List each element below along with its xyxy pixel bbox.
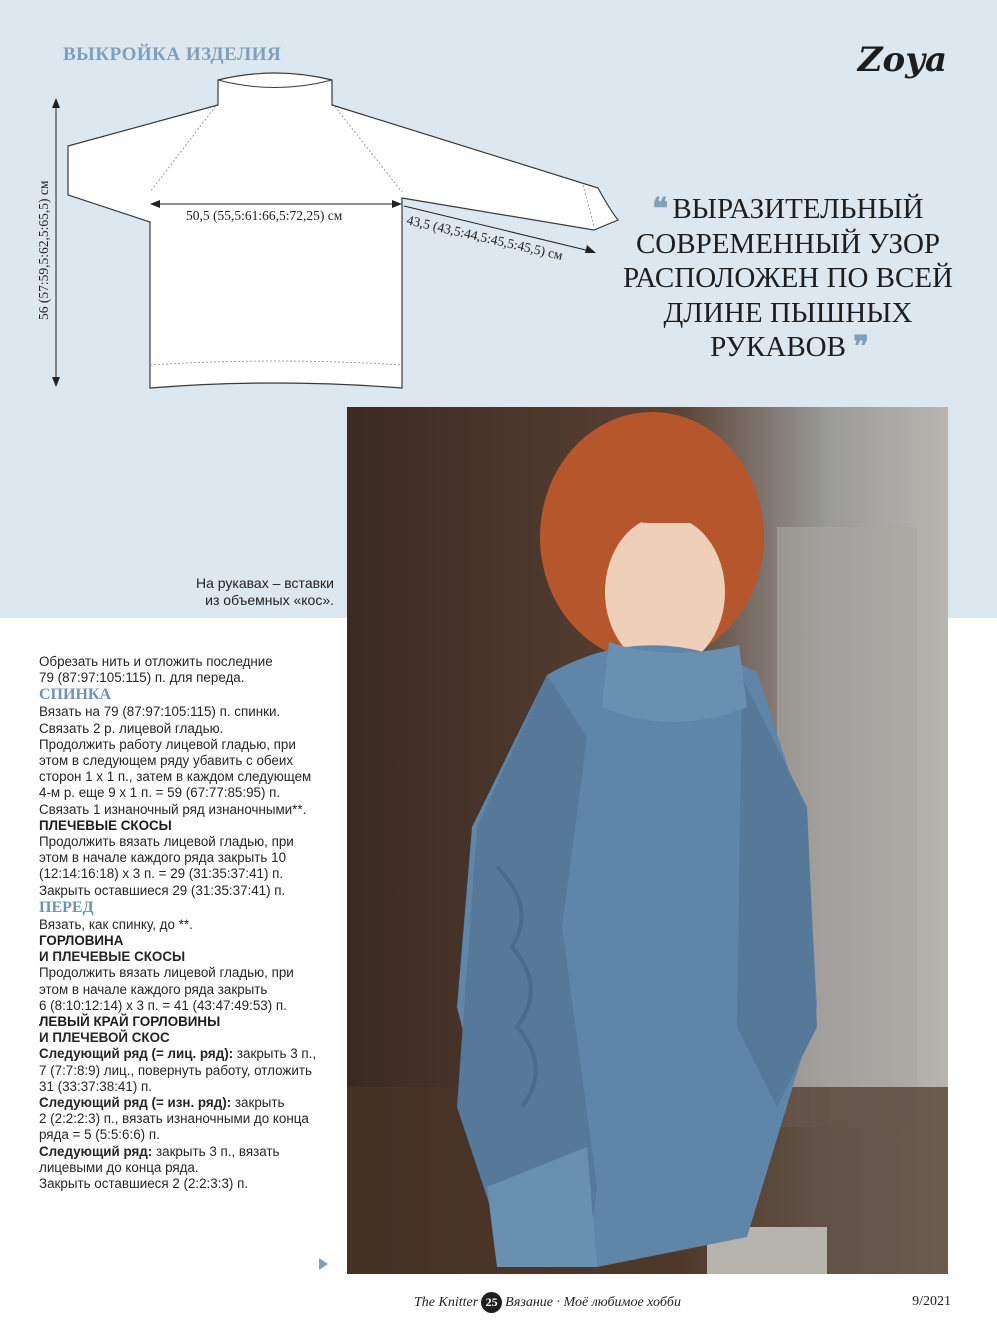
brand-logo: Zoya xyxy=(857,40,947,80)
text-line: Связать 2 р. лицевой гладью. xyxy=(39,720,224,736)
text-line: Связать 1 изнаночный ряд изнаночными**. xyxy=(39,801,307,817)
section-heading-left-edge: ЛЕВЫЙ КРАЙ ГОРЛОВИНЫ xyxy=(39,1014,221,1030)
section-heading-neck-2: И ПЛЕЧЕВЫЕ СКОСЫ xyxy=(39,949,186,965)
text-line xyxy=(39,1095,335,1111)
sweater-schematic xyxy=(0,0,640,400)
section-heading-left-edge-2: И ПЛЕЧЕВОЙ СКОС xyxy=(39,1030,170,1046)
row-text: закрыть xyxy=(231,1095,285,1111)
text-line: Продолжить вязать лицевой гладью, при xyxy=(39,965,294,981)
section-heading-shoulder: ПЛЕЧЕВЫЕ СКОСЫ xyxy=(39,817,172,833)
text-line xyxy=(39,1046,335,1062)
text-line: Продолжить вязать лицевой гладью, при xyxy=(39,834,294,850)
issue-number: 9/2021 xyxy=(912,1294,951,1309)
pull-quote xyxy=(618,192,958,365)
magazine-name: The Knitter xyxy=(414,1294,479,1310)
text-line: Вязать, как спинку, до **. xyxy=(39,916,193,932)
height-label: 56 (57:59,5:62,5:65,5) см xyxy=(36,180,51,320)
text-line: Вязать на 79 (87:97:105:115) п. спинки. xyxy=(39,704,281,720)
section-heading-neck: ГОРЛОВИНА xyxy=(39,933,124,949)
text-line: (12:14:16:18) х 3 п. = 29 (31:35:37:41) п. xyxy=(39,866,284,882)
schematic-title: ВЫКРОЙКА ИЗДЕЛИЯ xyxy=(63,44,282,65)
section-heading-back: СПИНКА xyxy=(39,686,112,704)
text-line: этом в начале каждого ряда закрыть xyxy=(39,981,268,997)
text-line: 79 (87:97:105:115) п. для переда. xyxy=(39,670,245,686)
width-label: 50,5 (55,5:61:66,5:72,25) см xyxy=(186,208,343,223)
photo-caption xyxy=(196,575,334,609)
caption-line: На рукавах – вставки xyxy=(196,575,334,591)
quote-open-mark: ❛❛ xyxy=(652,193,666,225)
row-label: Следующий ряд: xyxy=(39,1143,153,1159)
row-label: Следующий ряд (= изн. ряд): xyxy=(39,1095,232,1111)
text-line: сторон 1 х 1 п., затем в каждом следующем xyxy=(39,769,312,785)
magazine-subtitle: Вязание · Моё любимое хобби xyxy=(505,1294,681,1310)
section-heading-front: ПЕРЕД xyxy=(39,898,94,916)
text-line: Продолжить работу лицевой гладью, при xyxy=(39,736,296,752)
text-line: Обрезать нить и отложить последние xyxy=(39,654,273,669)
page-number: 25 xyxy=(481,1292,502,1313)
model-photo xyxy=(347,407,948,1274)
caption-line: из объемных «кос». xyxy=(205,592,334,608)
text-line: ряда = 5 (5:5:6:6) п. xyxy=(39,1127,160,1143)
text-line: 2 (2:2:2:3) п., вязать изнаночными до конца xyxy=(39,1111,309,1127)
page-footer xyxy=(414,1292,681,1313)
continue-arrow-icon[interactable] xyxy=(319,1258,328,1270)
text-line: этом в следующем ряду убавить с обеих xyxy=(39,753,294,769)
text-line: Закрыть оставшиеся 29 (31:35:37:41) п. xyxy=(39,882,286,898)
quote-text: ВЫРАЗИТЕЛЬНЫЙ СОВРЕМЕННЫЙ УЗОР РАСПОЛОЖЕН ПО ВСЕЙ ДЛИНЕ ПЫШНЫХ РУКАВОВ xyxy=(623,193,953,363)
row-text: закрыть 3 п., вязать xyxy=(152,1143,280,1159)
text-line: этом в начале каждого ряда закрыть 10 xyxy=(39,850,287,866)
text-line: 31 (33:37:38:41) п. xyxy=(39,1078,152,1094)
text-line xyxy=(39,1144,335,1160)
sweater-outline xyxy=(68,73,618,388)
text-line: Закрыть оставшиеся 2 (2:2:3:3) п. xyxy=(39,1176,249,1192)
text-line: лицевыми до конца ряда. xyxy=(39,1159,199,1175)
pattern-instructions xyxy=(39,654,335,1192)
sleeve-label: 43,5 (43,5:44,5:45,5:45,5) см xyxy=(405,212,565,263)
text-line: 7 (7:7:8:9) лиц., повернуть работу, отложить xyxy=(39,1062,312,1078)
quote-close-mark: ❜❜ xyxy=(853,331,866,363)
text-line: 6 (8:10:12:14) х 3 п. = 41 (43:47:49:53) п. xyxy=(39,997,287,1013)
row-label: Следующий ряд (= лиц. ряд): xyxy=(39,1046,234,1062)
text-line: 4-м р. еще 9 х 1 п. = 59 (67:77:85:95) п. xyxy=(39,785,281,801)
row-text: закрыть 3 п., xyxy=(233,1046,317,1062)
